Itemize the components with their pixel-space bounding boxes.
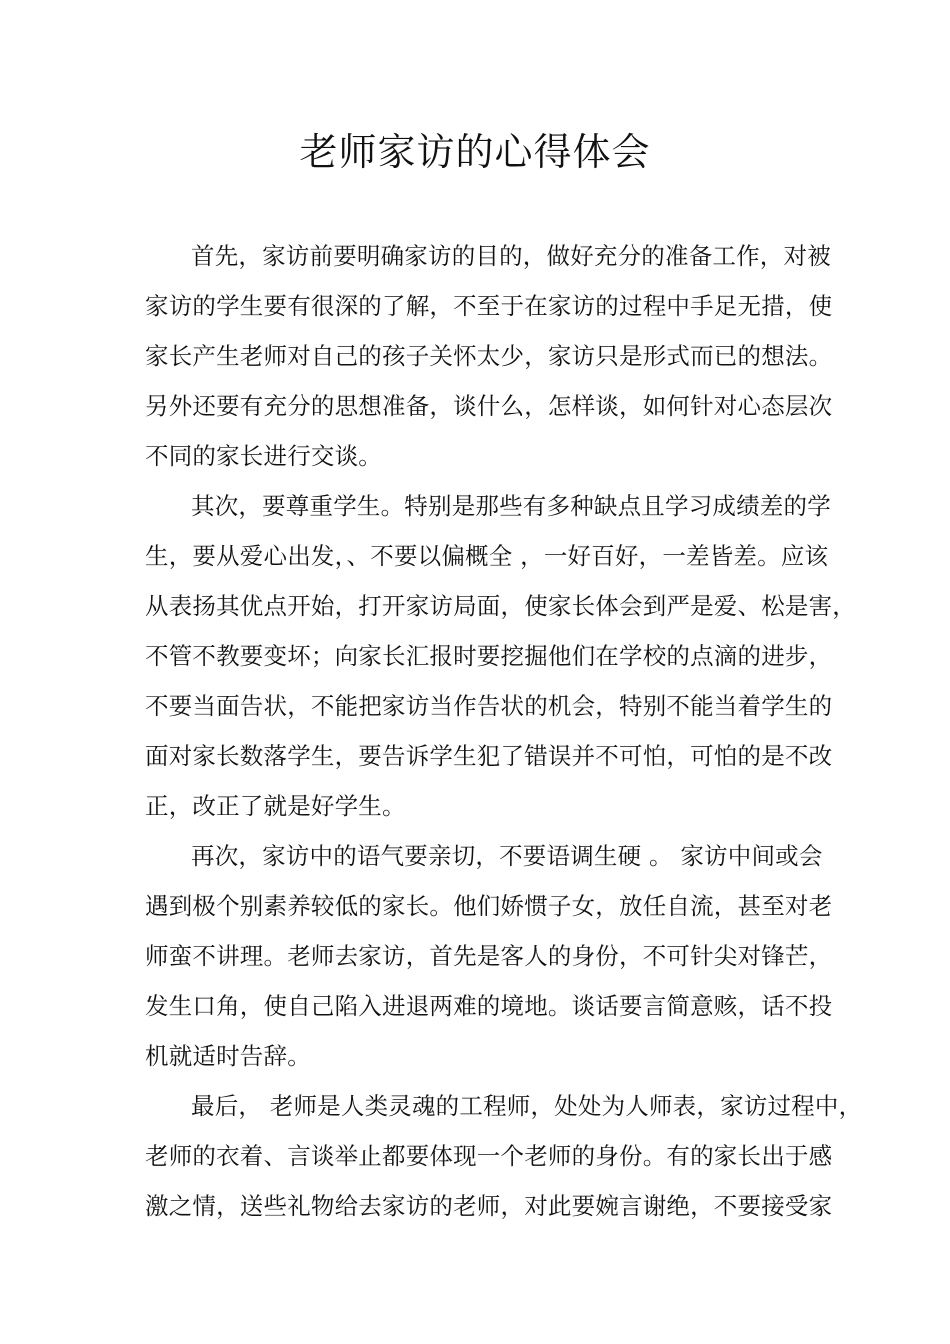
- text-line: 家访的学生要有很深的了解，不至于在家访的过程中手足无措，使: [145, 292, 833, 320]
- text-line: 最后， 老师是人类灵魂的工程师，处处为人师表，家访过程中，: [191, 1092, 863, 1120]
- text-line: 机就适时告辞。: [145, 1042, 311, 1070]
- text-line: 另外还要有充分的思想准备，谈什么，怎样谈，如何针对心态层次: [145, 392, 833, 420]
- text-line: 再次，家访中的语气要亲切，不要语调生硬 。 家访中间或会: [191, 842, 823, 870]
- text-line: 正，改正了就是好学生。: [145, 792, 406, 820]
- text-line: 首先，家访前要明确家访的目的，做好充分的准备工作，对被: [191, 242, 831, 270]
- text-line: 激之情，送些礼物给去家访的老师，对此要婉言谢绝，不要接受家: [145, 1192, 833, 1220]
- text-line: 家长产生老师对自己的孩子关怀太少，家访只是形式而已的想法。: [145, 342, 833, 370]
- text-line: 不要当面告状，不能把家访当作告状的机会，特别不能当着学生的: [145, 692, 833, 720]
- page-title: 老师家访的心得体会: [299, 130, 651, 174]
- text-line: 不同的家长进行交谈。: [145, 442, 382, 470]
- text-line: 不管不教要变坏；向家长汇报时要挖掘他们在学校的点滴的进步，: [145, 642, 833, 670]
- text-line: 从表扬其优点开始，打开家访局面，使家长体会到严是爱、松是害，: [145, 592, 856, 620]
- text-line: 遇到极个别素养较低的家长。他们娇惯子女，放任自流，甚至对老: [145, 892, 833, 920]
- text-line: 老师的衣着、言谈举止都要体现一个老师的身份。有的家长出于感: [145, 1142, 833, 1170]
- text-line: 师蛮不讲理。老师去家访，首先是客人的身份，不可针尖对锋芒，: [145, 942, 833, 970]
- text-line: 生，要从爱心出发，、不要以偏概全 ，一好百好，一差皆差。应该: [145, 542, 829, 570]
- text-line: 其次，要尊重学生。特别是那些有多种缺点且学习成绩差的学: [191, 492, 831, 520]
- text-line: 面对家长数落学生，要告诉学生犯了错误并不可怕，可怕的是不改: [145, 742, 833, 770]
- text-line: 发生口角，使自己陷入进退两难的境地。谈话要言简意赅，话不投: [145, 992, 833, 1020]
- document-body: [145, 231, 863, 1231]
